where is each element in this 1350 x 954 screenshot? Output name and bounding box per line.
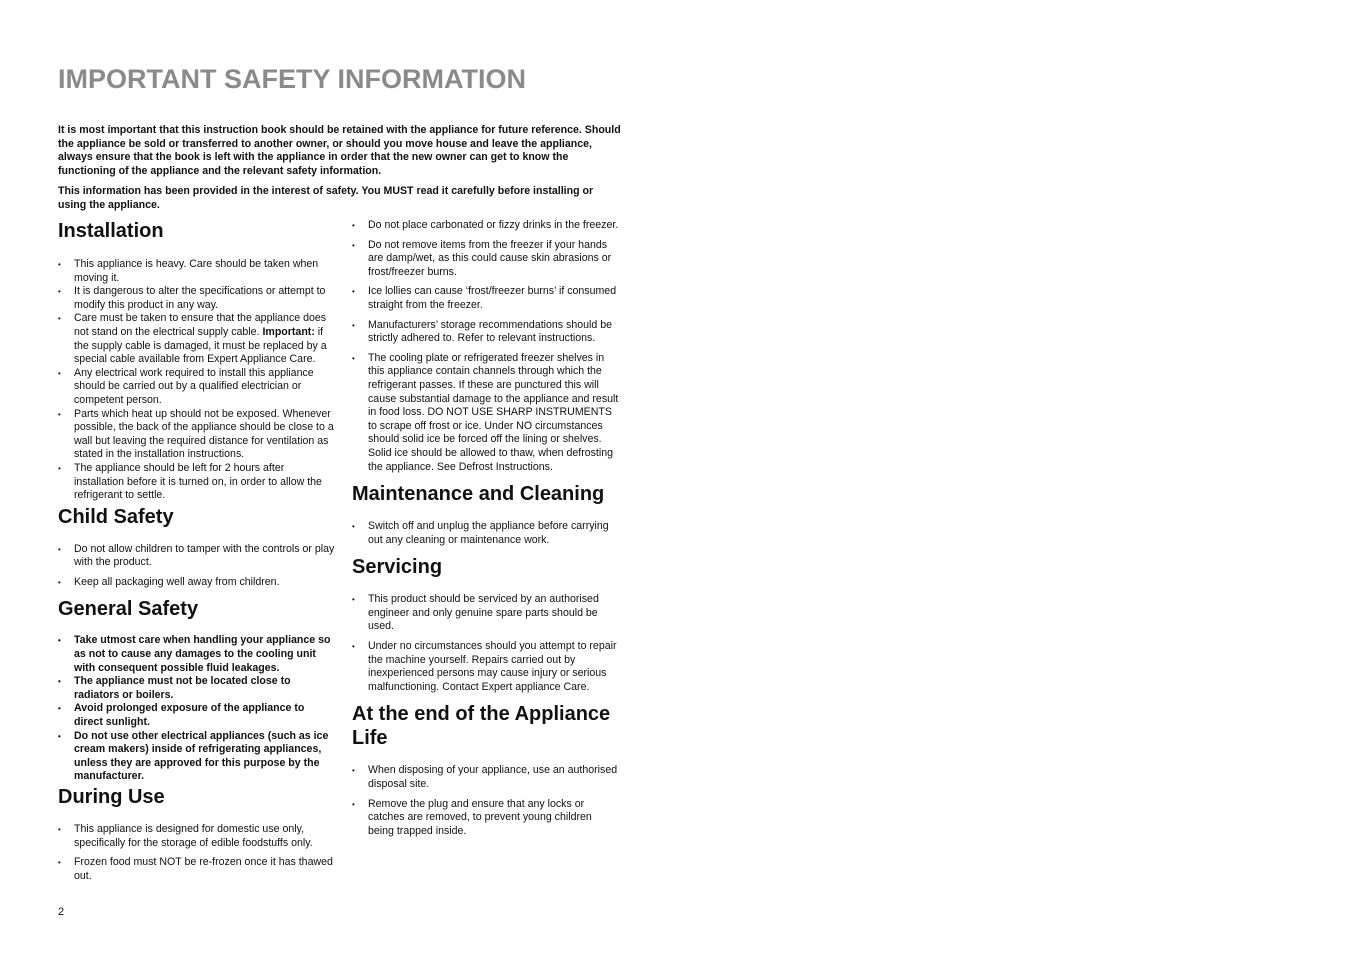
left-column: [58, 219, 336, 883]
child-safety-heading: Child Safety: [58, 505, 174, 528]
during-use-list-part-2: [352, 219, 620, 474]
list-item: • Frozen food must NOT be re-frozen once it has thawed out.: [58, 856, 336, 883]
list-item: • Take utmost care when handling your appliance so as not to cause any damages to the cooling unit with consequent possible fluid leakages.: [58, 634, 336, 675]
end-of-life-list: [352, 764, 620, 838]
installation-list: [58, 258, 336, 503]
list-item: • Manufacturers’ storage recommendations should be strictly adhered to. Refer to relevant instructions.: [352, 319, 620, 346]
list-item: • This appliance is heavy. Care should be taken when moving it.: [58, 258, 336, 285]
right-column: [352, 219, 620, 838]
list-item: • Do not place carbonated or fizzy drinks in the freezer.: [352, 219, 620, 233]
maintenance-list: [352, 520, 620, 547]
list-item: • Do not use other electrical appliances (such as ice cream makers) inside of refrigerating appliances, unless they are approved for this purpose by the manufacturer.: [58, 730, 336, 784]
list-item: • Under no circumstances should you attempt to repair the machine yourself. Repairs carried out by inexperienced persons may cause injury or serious malfunctioning. Contact Expert appliance Care.: [352, 640, 620, 694]
during-use-list-part-1: [58, 823, 336, 883]
general-safety-heading: General Safety: [58, 598, 199, 621]
list-item: • Any electrical work required to install this appliance should be carried out by a qualified electrician or competent person.: [58, 367, 336, 408]
during-use-section: [58, 785, 336, 883]
list-item: • It is dangerous to alter the specifications or attempt to modify this product in any way.: [58, 285, 336, 312]
important-text: if the supply cable is damaged, it must be replaced by a special cable available from Expert Appliance Care.: [74, 325, 327, 366]
installation-section: [58, 219, 336, 503]
list-item: • When disposing of your appliance, use an authorised disposal site.: [352, 764, 620, 791]
list-item: • This product should be serviced by an authorised engineer and only genuine spare parts should be used.: [352, 593, 620, 634]
list-item: • Do not remove items from the freezer if your hands are damp/wet, as this could cause skin abrasions or frost/freezer burns.: [352, 239, 620, 280]
end-of-life-section: [352, 702, 620, 838]
general-safety-section: [58, 597, 336, 784]
list-item: • Switch off and unplug the appliance before carrying out any cleaning or maintenance work.: [352, 520, 620, 547]
list-item: • Do not allow children to tamper with the controls or play with the product.: [58, 543, 336, 570]
list-item: • The appliance must not be located close to radiators or boilers.: [58, 675, 336, 702]
page-number: 2: [58, 906, 65, 918]
list-item: • This appliance is designed for domestic use only, specifically for the storage of edible foodstuffs only.: [58, 823, 336, 850]
end-of-life-heading: At the end of the Appliance Life: [352, 703, 611, 750]
list-item: • The appliance should be left for 2 hours after installation before it is turned on, in order to allow the refrigerant to settle.: [58, 462, 336, 503]
maintenance-section: [352, 482, 620, 547]
page-title: IMPORTANT SAFETY INFORMATION: [58, 64, 526, 94]
list-item: • Avoid prolonged exposure of the appliance to direct sunlight.: [58, 702, 336, 729]
general-safety-list: [58, 634, 336, 784]
intro-paragraph-2: This information has been provided in the interest of safety. You MUST read it carefully before installing or using the appliance.: [58, 185, 594, 211]
list-item-text: Care must be taken to ensure that the appliance does not stand on the electrical supply cable.: [74, 312, 327, 338]
during-use-heading: During Use: [58, 786, 165, 808]
list-item: • Remove the plug and ensure that any locks or catches are removed, to prevent young children being trapped inside.: [352, 798, 620, 839]
child-safety-list: [58, 543, 336, 590]
servicing-section: [352, 555, 620, 694]
list-item: • Keep all packaging well away from children.: [58, 576, 336, 590]
list-item: • Ice lollies can cause ‘frost/freezer burns’ if consumed straight from the freezer.: [352, 285, 620, 312]
list-item: • Parts which heat up should not be exposed. Whenever possible, the back of the appliance should be close to a wall but leaving the required distance for ventilation as stated in the installation instructions.: [58, 408, 336, 462]
list-item: [58, 312, 336, 366]
list-item: • The cooling plate or refrigerated freezer shelves in this appliance contain channels through which the refrigerant passes. If these are punctured this will cause substantial damage to the appliance and result in food loss. DO NOT USE SHARP INSTRUMENTS to scrape off frost or ice. Under NO circumstances should solid ice be forced off the lining or shelves. Solid ice should be allowed to thaw, when defrosting the appliance. See Defrost Instructions.: [352, 352, 620, 474]
maintenance-heading: Maintenance and Cleaning: [352, 483, 605, 506]
child-safety-section: [58, 505, 336, 590]
important-label: Important:: [262, 325, 315, 338]
servicing-list: [352, 593, 620, 694]
servicing-heading: Servicing: [352, 556, 443, 579]
intro-paragraph-1: It is most important that this instruction book should be retained with the appliance for future reference. Should the appliance be sold or transferred to another owner, or should you move house and leave the appliance, always ensure that the book is left with the appliance in order that the new owner can get to know the functioning of the appliance and the relevant safety information.: [58, 124, 621, 177]
installation-heading: Installation: [58, 220, 164, 242]
